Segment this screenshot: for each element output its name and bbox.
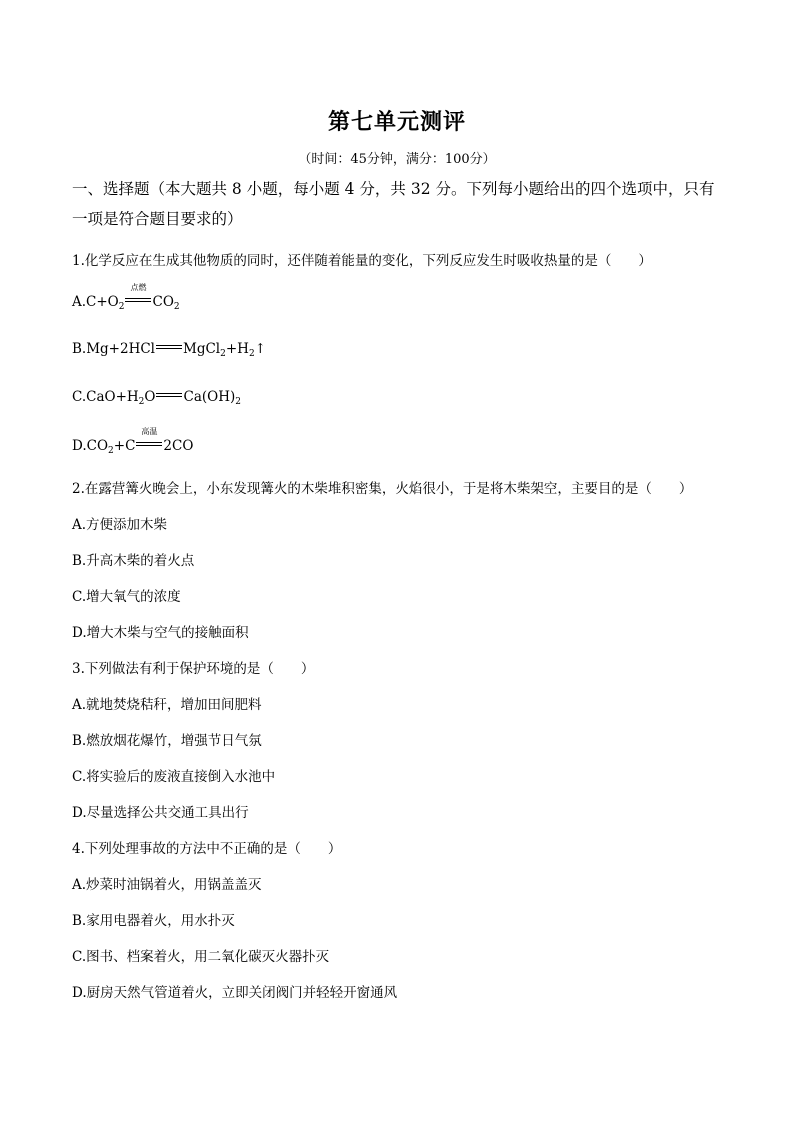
section-heading: 一、选择题（本大题共 8 小题，每小题 4 分，共 32 分。下列每小题给出的四个选项中，只有一项是符合题目要求的） [72,180,715,228]
question-1-stem: 1.化学反应在生成其他物质的同时，还伴随着能量的变化，下列反应发生时吸收热量的是（ ） [72,253,652,269]
question-2-option-c: C.增大氧气的浓度 [72,589,181,605]
page-title: 第七单元测评 [327,109,466,135]
equals-sign [156,341,182,353]
question-3-option-b: B.燃放烟花爆竹，增强节日气氛 [72,733,262,749]
question-2-option-b: B.升高木柴的着火点 [72,553,195,569]
question-4-option-c: C.图书、档案着火，用二氧化碳灭火器扑灭 [72,949,330,965]
question-3-option-d: D.尽量选择公共交通工具出行 [72,805,249,821]
question-3-stem: 3.下列做法有利于保护环境的是（ ） [72,661,315,677]
question-4-option-a: A.炒菜时油锅着火，用锅盖盖灭 [72,877,262,893]
reaction-condition-arrow: 高温 [136,437,162,451]
question-3-option-c: C.将实验后的废液直接倒入水池中 [72,769,276,785]
reaction-condition-arrow: 点燃 [125,293,151,307]
question-4-stem: 4.下列处理事故的方法中不正确的是（ ） [72,841,342,857]
question-2-option-d: D.增大木柴与空气的接触面积 [72,625,249,641]
question-1-option-d: $D.CO_2+C$ 高温 2CO [72,427,194,456]
question-4-option-b: B.家用电器着火，用水扑灭 [72,913,235,929]
equals-sign [156,389,182,401]
question-2-option-a: A.方便添加木柴 [72,517,168,533]
question-4-option-d: D.厨房天然气管道着火，立即关闭阀门并轻轻开窗通风 [72,985,398,1001]
exam-info: （时间：45分钟，满分：100分） [298,152,496,167]
question-1-option-b: B.Mg+2HCl $MgCl_2+H_2↑$ [72,341,266,359]
question-1-option-a: $A.C+O_2$ 点燃 $CO_2$ [72,283,180,312]
question-2-stem: 2.在露营篝火晚会上，小东发现篝火的木柴堆积密集，火焰很小，于是将木柴架空，主要目的是（ ） [72,481,693,497]
question-1-option-c: $C.CaO+H_2O$ $Ca(OH)_2$ [72,389,241,407]
question-3-option-a: A.就地焚烧秸秆，增加田间肥料 [72,697,262,713]
